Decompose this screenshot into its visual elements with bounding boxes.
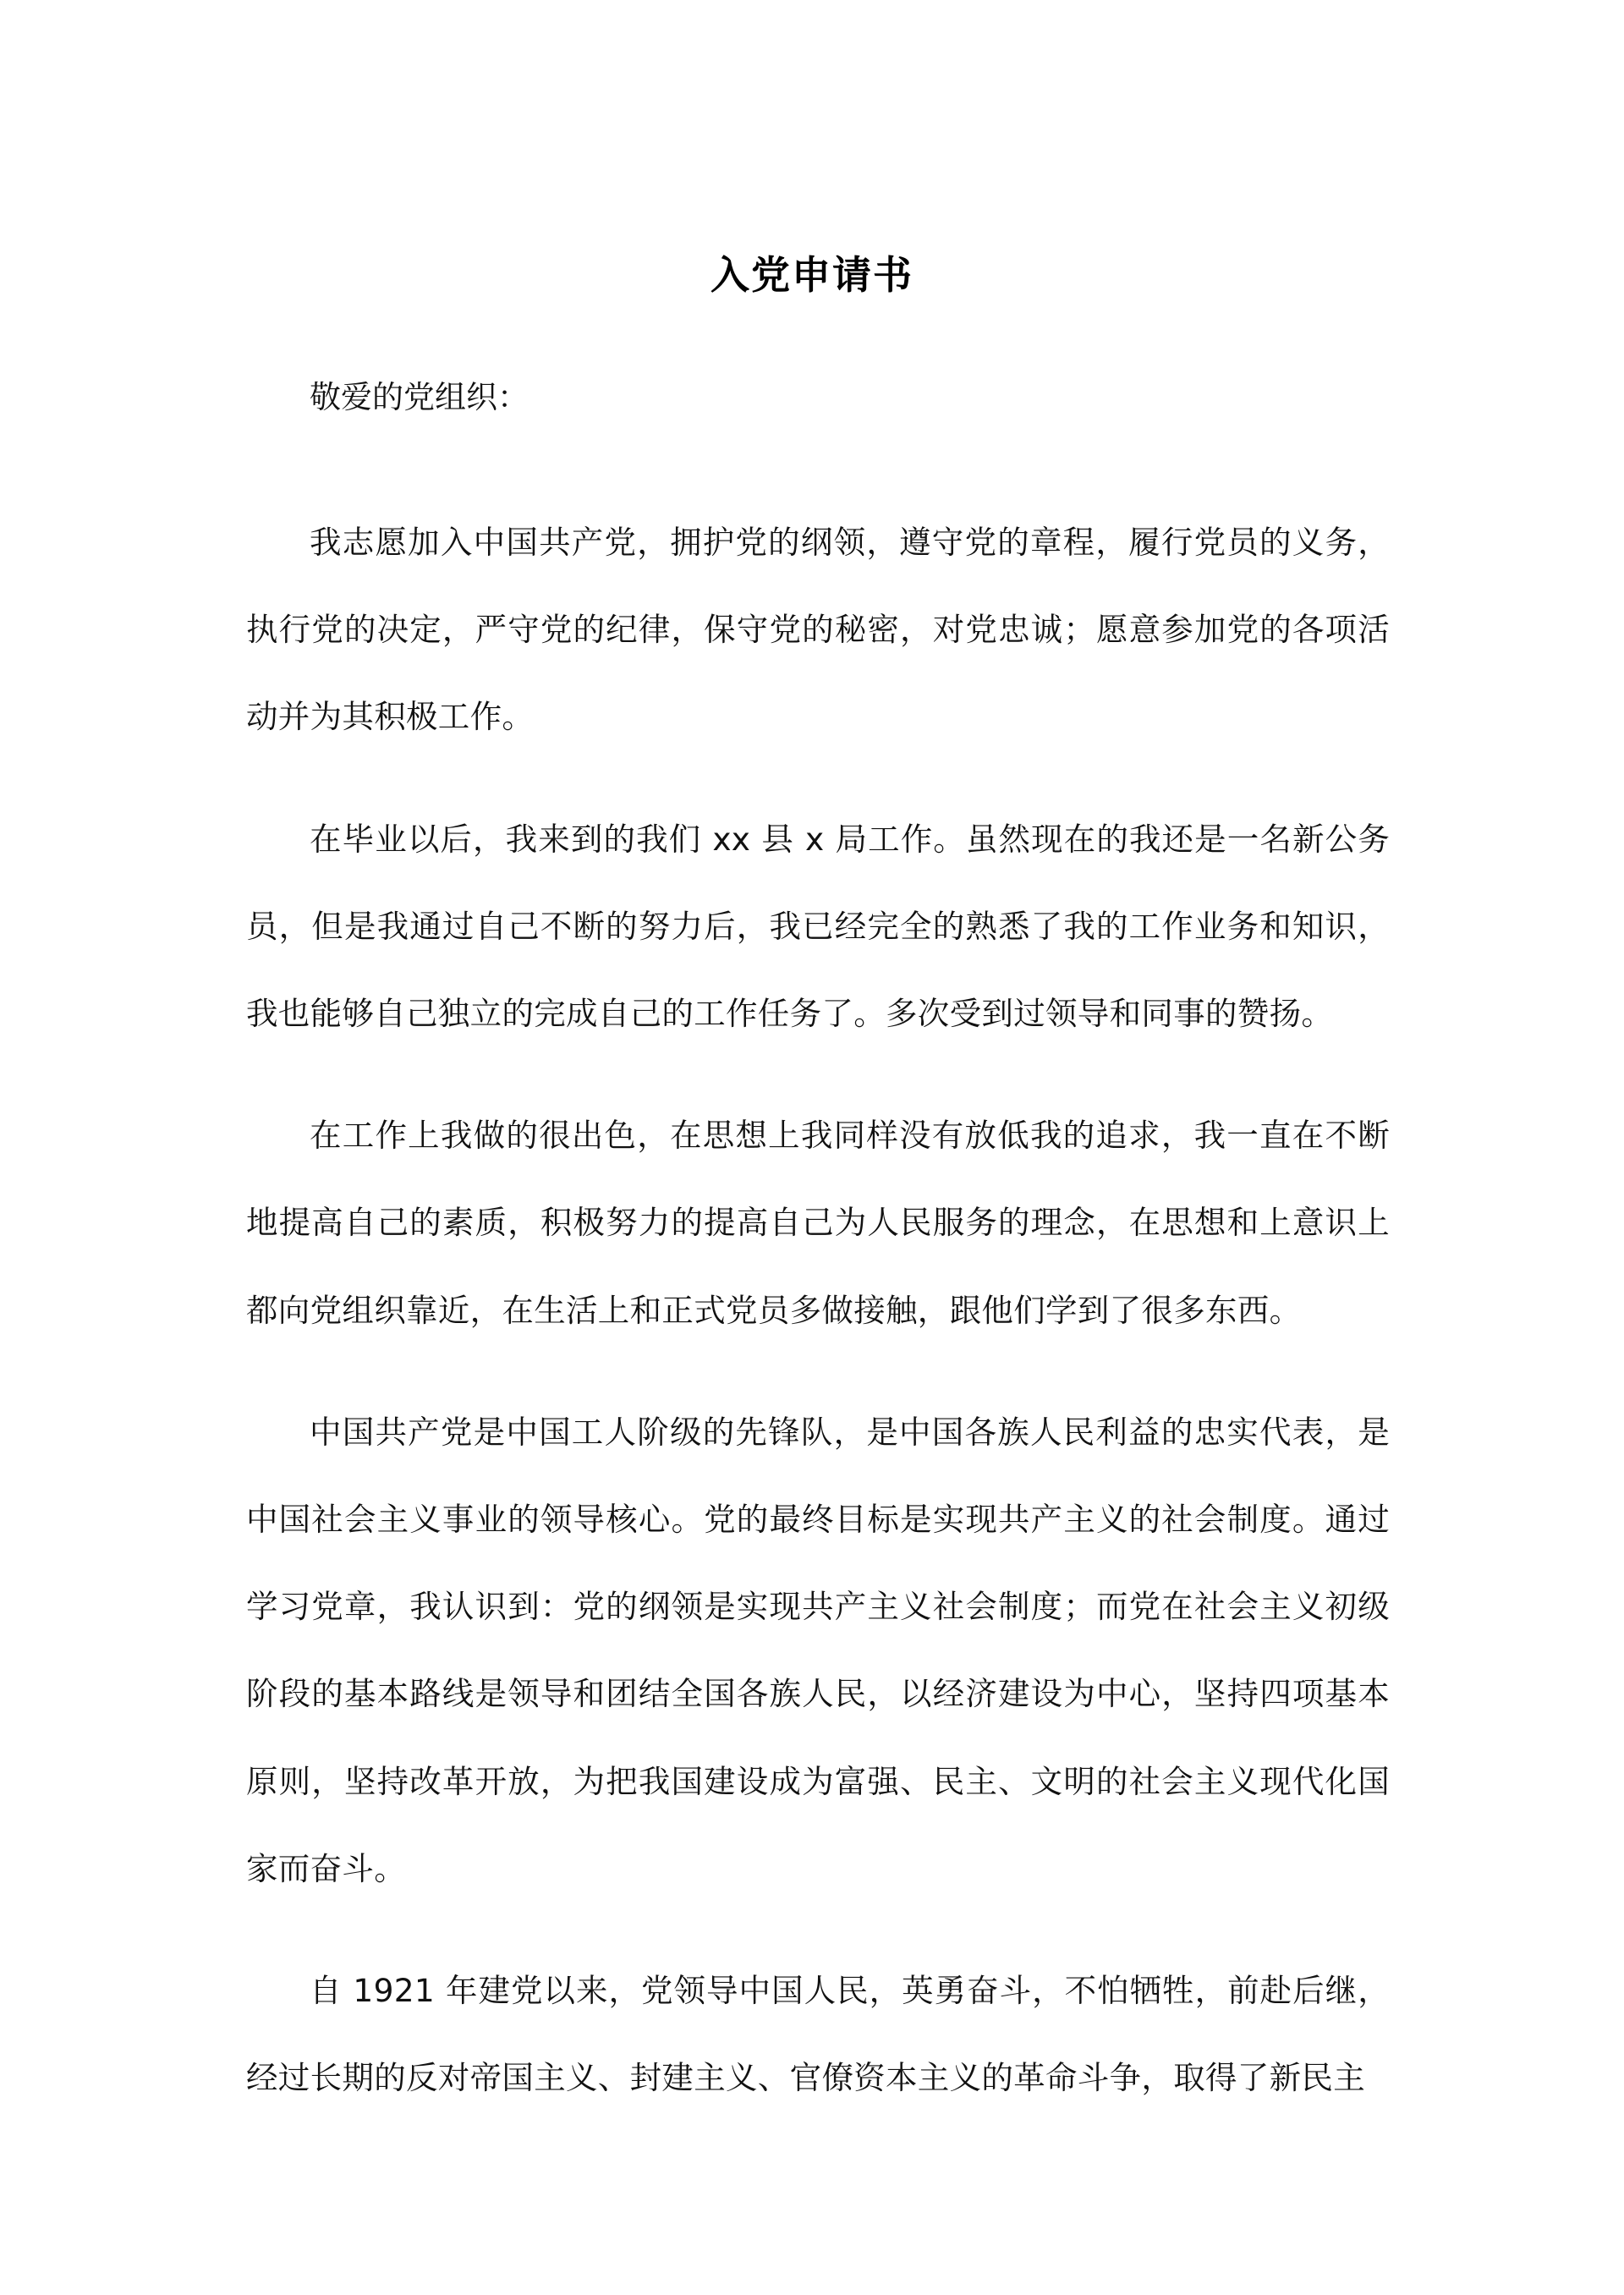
paragraph-party-understanding: 中国共产党是中国工人阶级的先锋队，是中国各族人民利益的忠实代表，是中国社会主义事业的领导核心。党的最终目标是实现共产主义的社会制度。通过学习党章，我认识到：党的纲领是实现共产主义社会制度；而党在社会主义初级阶段的基本路线是领导和团结全国各族人民，以经济建设为中心，坚持四项基本原则，坚持改革开放，为把我国建设成为富强、民主、文明的社会主义现代化国家而奋斗。	[246, 1413, 1390, 1887]
paragraph-pledge: 我志愿加入中国共产党，拥护党的纲领，遵守党的章程，履行党员的义务，执行党的决定，严守党的纪律，保守党的秘密，对党忠诚；愿意参加党的各项活动并为其积极工作。	[246, 524, 1390, 736]
salutation: 敬爱的党组织：	[310, 379, 529, 415]
paragraph-work-background: 在毕业以后，我来到的我们 xx 县 x 局工作。虽然现在的我还是一名新公务员，但是我通过自己不断的努力后，我已经完全的熟悉了我的工作业务和知识，我也能够自己独立的完成自己的工作任务了。多次受到过领导和同事的赞扬。	[246, 820, 1390, 1033]
paragraph-self-improvement: 在工作上我做的很出色，在思想上我同样没有放低我的追求，我一直在不断地提高自己的素质，积极努力的提高自己为人民服务的理念，在思想和上意识上都向党组织靠近，在生活上和正式党员多做接触，跟他们学到了很多东西。	[246, 1117, 1390, 1329]
document-title: 入党申请书	[710, 252, 914, 298]
paragraph-party-history: 自 1921 年建党以来，党领导中国人民，英勇奋斗，不怕牺牲，前赴后继，经过长期的反对帝国主义、封建主义、官僚资本主义的革命斗争，取得了新民主	[246, 1972, 1390, 2097]
document-body	[246, 499, 1390, 2156]
